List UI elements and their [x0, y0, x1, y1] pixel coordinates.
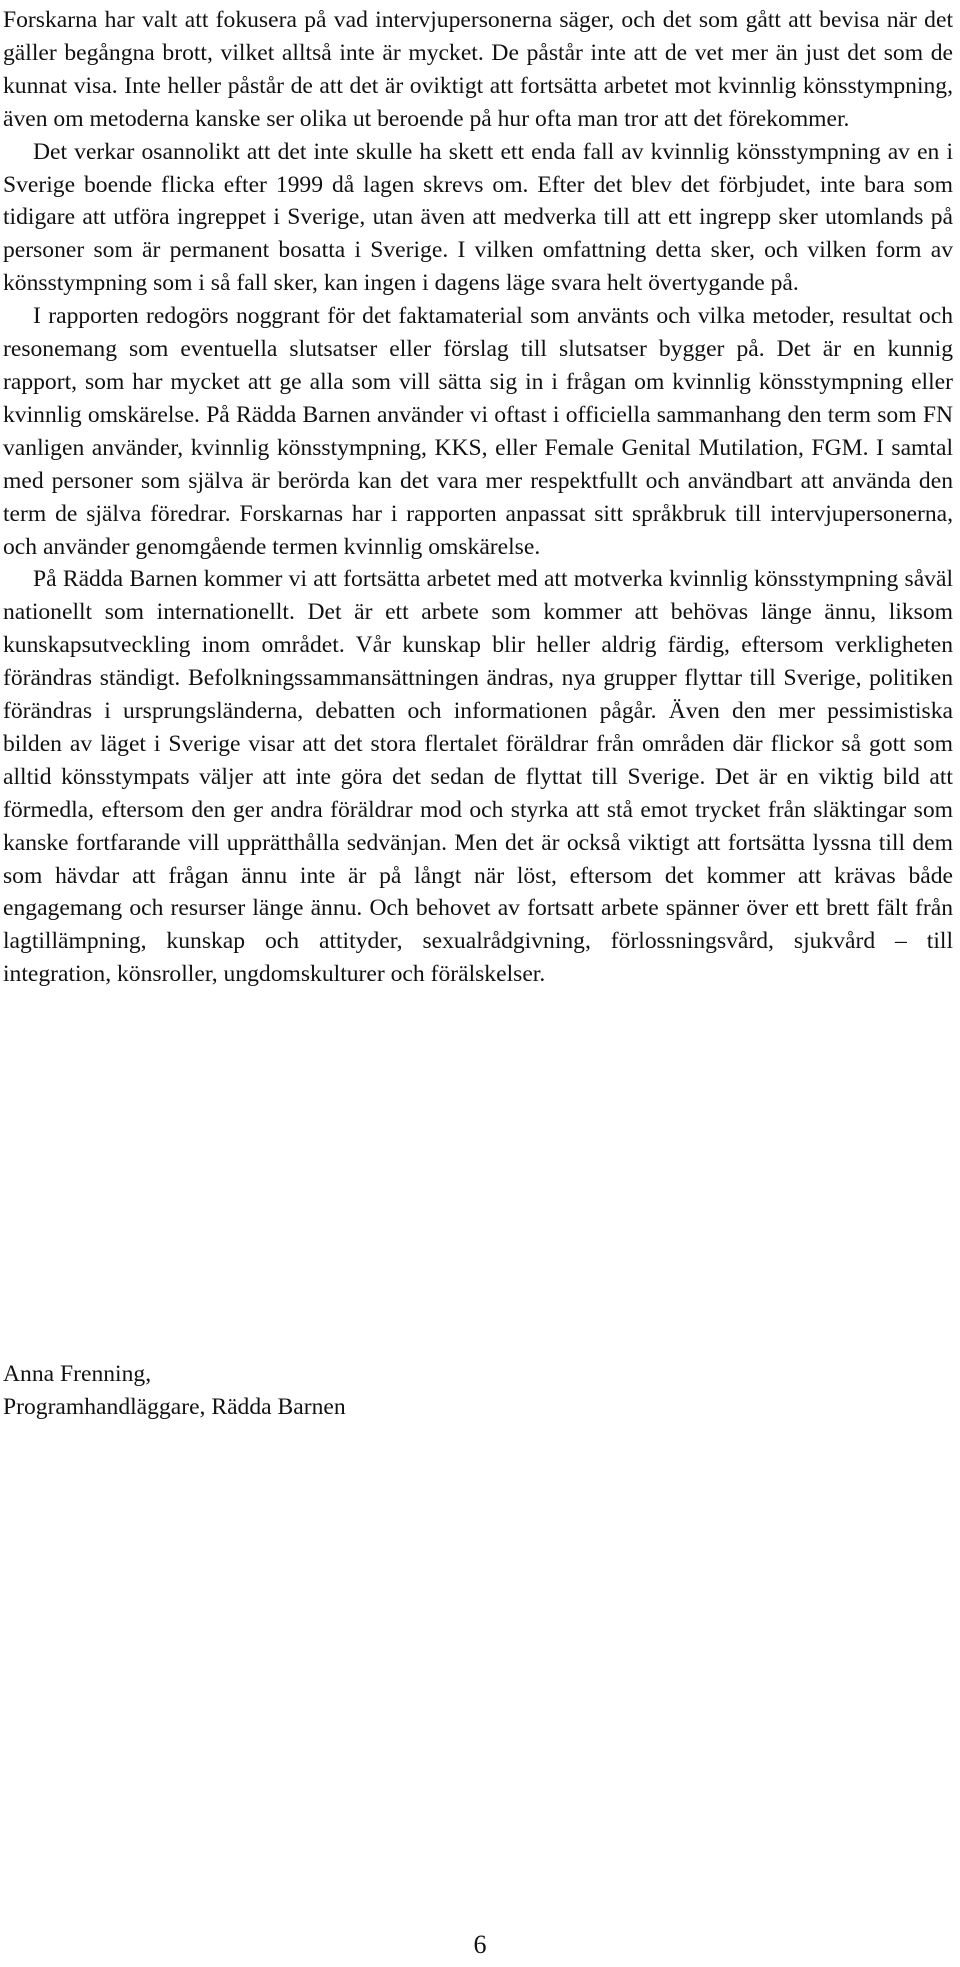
page-number: 6 [473, 1930, 487, 1959]
signature-name: Anna Frenning, [3, 1361, 152, 1387]
paragraph-1: Forskarna har valt att fokusera på vad intervjupersonerna säger, och det som gått att bevisa när det gäller begångna brott, vilket alltså inte är mycket. De påstår inte att de vet mer än just det som de kunnat visa. Inte heller påstår de att det är oviktigt att fortsätta arbetet mot kvinnlig könsstympning, även om metoderna kanske ser olika ut beroende på hur ofta man tror att det förekommer. [3, 7, 953, 132]
paragraph-3: I rapporten redogörs noggrant för det faktamaterial som använts och vilka metoder, resultat och resonemang som eventuella slutsatser eller förslag till slutsatser bygger på. Det är en kunnig rapport, som har mycket att ge alla som vill sätta sig in i frågan om kvinnlig könsstympning eller kvinnlig omskärelse. På Rädda Barnen använder vi oftast i officiella sammanhang den term som FN vanligen använder, kvinnlig könsstympning, KKS, eller Female Genital Mutilation, FGM. I samtal med personer som själva är berörda kan det vara mer respektfullt och användbart att använda den term de själva föredrar. Forskarnas har i rapporten anpassat sitt språkbruk till intervjupersonerna, och använder genomgående termen kvinnlig omskärelse. [3, 303, 953, 560]
paragraph-4: På Rädda Barnen kommer vi att fortsätta arbetet med att motverka kvinnlig könsstympning såväl nationellt som internationellt. Det är ett arbete som kommer att behövas länge ännu, liksom kunskapsutveckling inom området. Vår kunskap blir heller aldrig färdig, eftersom verkligheten förändras ständigt. Befolkningssammansättningen ändras, nya grupper flyttar till Sverige, politiken förändras i ursprungsländerna, debatten och informationen pågår. Även den mer pessimistiska bilden av läget i Sverige visar att det stora flertalet föräldrar från områden där flickor så gott som alltid könsstympats väljer att inte göra det sedan de flyttat till Sverige. Det är en viktig bild att förmedla, eftersom den ger andra föräldrar mod och styrka att stå emot trycket från släktingar som kanske fortfarande vill upprätthålla sedvänjan. Men det är också viktigt att fortsätta lyssna till dem som hävdar att frågan ännu inte är på långt när löst, eftersom det kommer att krävas både engagemang och resurser länge ännu. Och behovet av fortsatt arbete spänner över ett brett fält från lagtillämpning, kunskap och attityder, sexualrådgivning, förlossningsvård, sjukvård – till integration, könsroller, ungdomskulturer och förälskelser. [3, 566, 953, 988]
signature-block [3, 1358, 346, 1424]
paragraph-2: Det verkar osannolikt att det inte skulle ha skett ett enda fall av kvinnlig könsstympning av en i Sverige boende flicka efter 1999 då lagen skrevs om. Efter det blev det förbjudet, inte bara som tidigare att utföra ingreppet i Sverige, utan även att medverka till att ett ingrepp sker utomlands på personer som är permanent bosatta i Sverige. I vilken omfattning detta sker, och vilken form av könsstympning som i så fall sker, kan ingen i dagens läge svara helt övertygande på. [3, 138, 953, 297]
signature-title: Programhandläggare, Rädda Barnen [3, 1394, 346, 1420]
body-text [3, 4, 953, 991]
